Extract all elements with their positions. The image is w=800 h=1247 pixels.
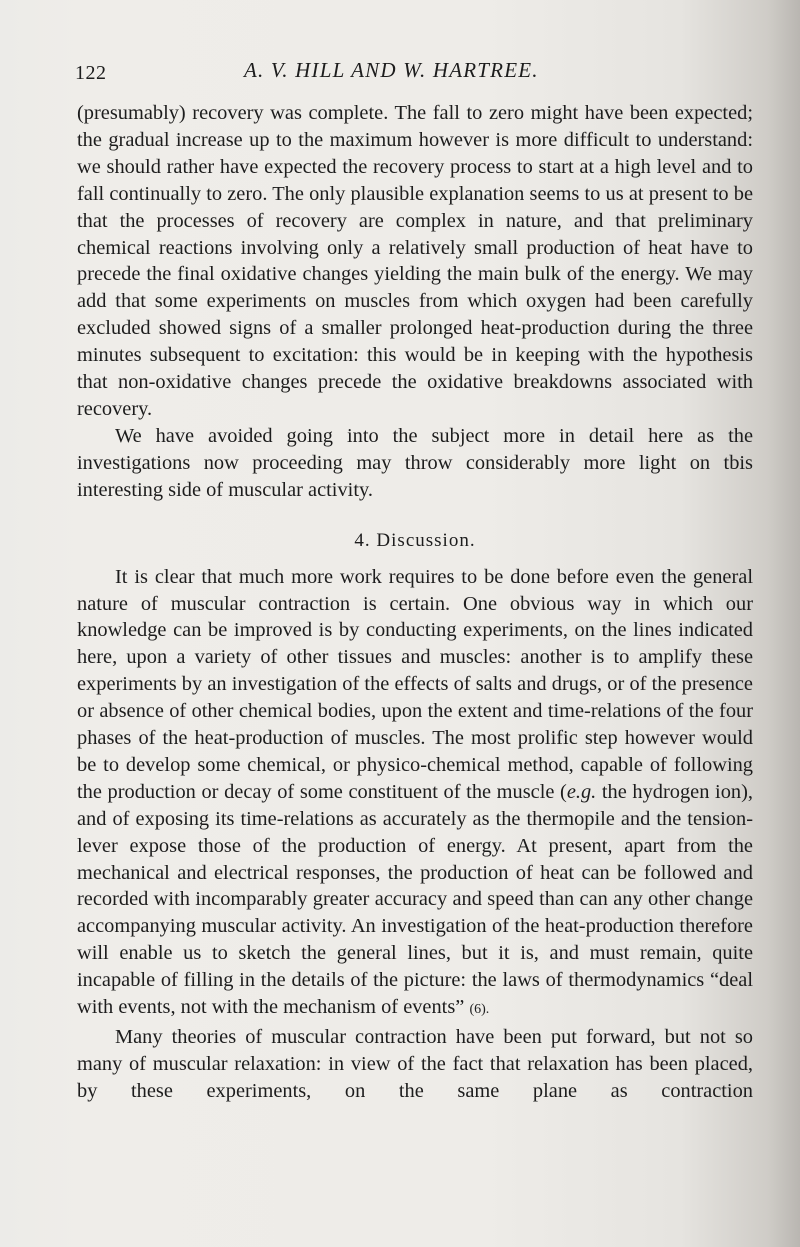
reference-marker: (6). xyxy=(469,1002,490,1018)
running-head xyxy=(0,58,800,88)
discussion-text-part1: It is clear that much more work requires to be done before even the general nature of muscular contraction is certain. One obvious way in which our knowledge can be improved is by conducting experiments, on the lines indicated here, upon a variety of other tissues and muscles: another is to amplify these experiments by an investigation of the effects of salts and drugs, or of the presence or absence of other chemical bodies, upon the extent and time-relations of the four phases of the heat-production of muscles. The most prolific step however would be to develop some chemical, or physico-chemical method, capable of following the production or decay of some constituent of the muscle ( xyxy=(77,565,753,803)
running-title: A. V. HILL AND W. HARTREE. xyxy=(244,58,539,82)
page-number: 122 xyxy=(75,62,107,84)
body-text xyxy=(77,100,753,1105)
discussion-text-part2: the hydrogen ion), and of exposing its time-relations as accurately as the thermopile and the tension-lever expose those of the production of energy. At present, apart from the mechanical and electrical responses, the production of heat can be followed and recorded with incomparably greater accuracy and speed than can any other change accompanying muscular activity. An investigation of the heat-production therefore will enable us to sketch the general lines, but it is, and must remain, quite incapable of filling in the details of the picture: the laws of thermodynamics “deal with events, not with the mechanism of events” xyxy=(77,780,753,1019)
paragraph-theories: Many theories of muscular contraction have been put forward, but not so many of muscular relaxation: in view of the fact that relaxation has been placed, by these experiments, on the same plane as contraction xyxy=(77,1026,753,1102)
paragraph-discussion xyxy=(77,564,753,1024)
paragraph-recovery: (presumably) recovery was complete. The fall to zero might have been expected; the gradual increase up to the maximum however is more difficult to understand: we should rather have expected the recovery process to start at a high level and to fall continually to zero. The only plausible explanation seems to us at present to be that the processes of recovery are complex in nature, and that preliminary chemical reactions involving only a relatively small production of heat have to precede the final oxidative changes yielding the main bulk of the energy. We may add that some experiments on muscles from which oxygen had been carefully excluded showed signs of a smaller prolonged heat-production during the three minutes subsequent to excitation: this would be in keeping with the hypothesis that non-oxidative changes precede the oxidative breakdowns associated with recovery. xyxy=(77,102,753,420)
section-heading-discussion: 4. Discussion. xyxy=(354,529,476,551)
paragraph-avoided: We have avoided going into the subject more in detail here as the investigations now proceeding may throw considerably more light on tbis interesting side of muscular activity. xyxy=(77,424,753,501)
discussion-eg: e.g. xyxy=(566,780,597,803)
